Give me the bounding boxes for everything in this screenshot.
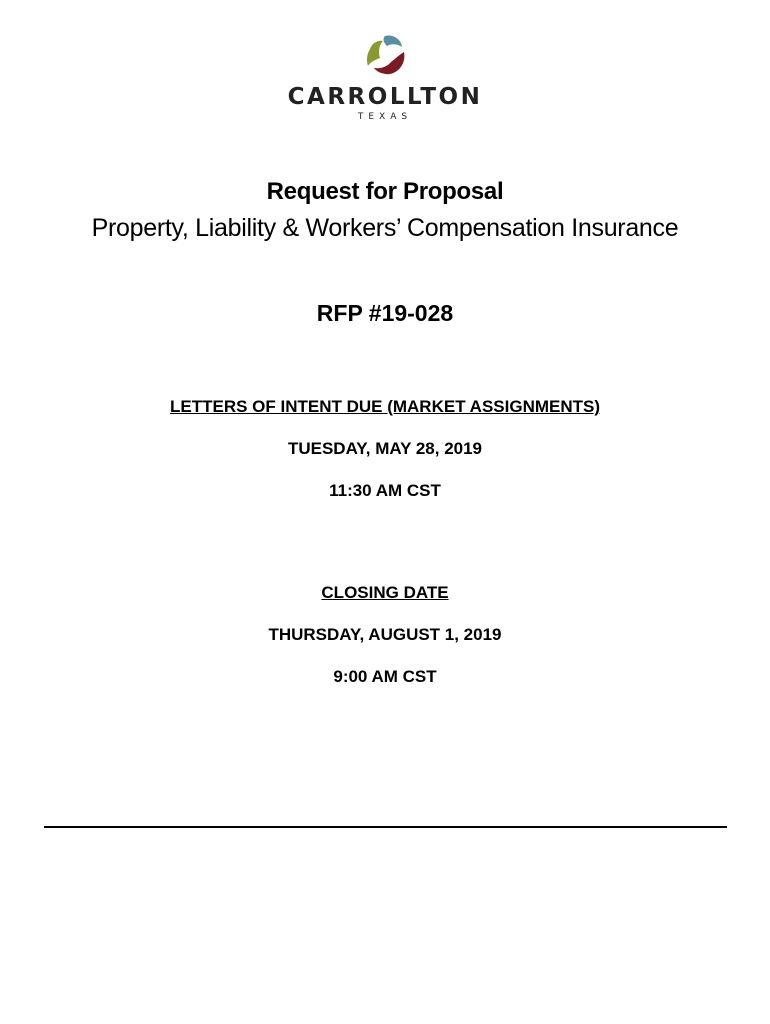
- document-subtitle: Property, Liability & Workers’ Compensation Insurance: [91, 214, 679, 242]
- rfp-number: RFP #19-028: [316, 300, 454, 326]
- horizontal-rule: [44, 826, 727, 828]
- carrollton-emblem-icon: [362, 32, 408, 78]
- letters-of-intent-time: 11:30 AM CST: [329, 481, 441, 500]
- logo-subtext: TEXAS: [357, 112, 413, 122]
- closing-date-value: THURSDAY, AUGUST 1, 2019: [268, 625, 502, 644]
- closing-date-heading: CLOSING DATE: [321, 583, 449, 602]
- letters-of-intent-heading: LETTERS OF INTENT DUE (MARKET ASSIGNMENTS): [169, 397, 601, 416]
- closing-time-value: 9:00 AM CST: [333, 667, 437, 686]
- carrollton-logo: [0, 32, 770, 122]
- letters-of-intent-date: TUESDAY, MAY 28, 2019: [287, 439, 483, 458]
- document-title: Request for Proposal: [266, 178, 504, 205]
- logo-wordmark: CARROLLTON: [287, 84, 483, 110]
